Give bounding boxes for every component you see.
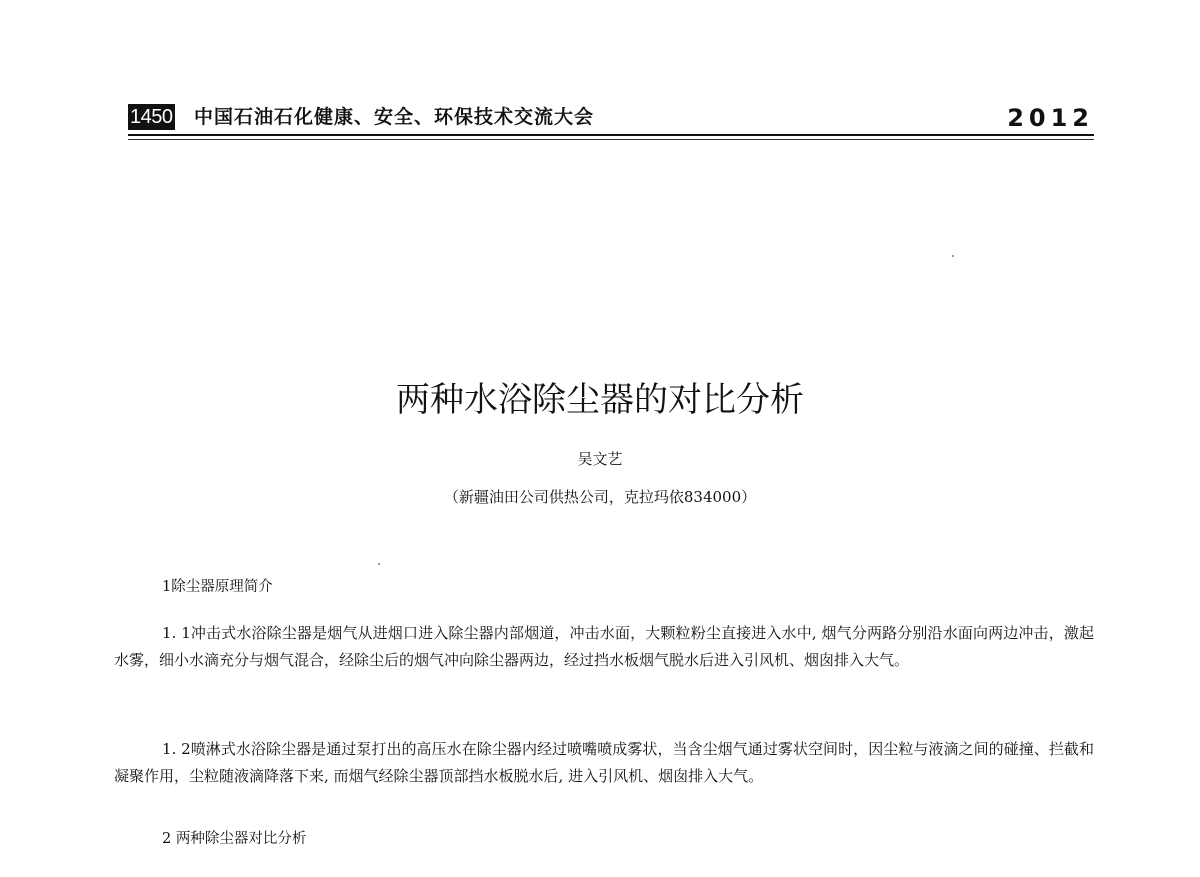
scan-speck: [952, 255, 954, 257]
year-label: 2012: [1007, 104, 1094, 132]
running-header: [128, 104, 1094, 138]
paragraph-1-2: 1. 2喷淋式水浴除尘器是通过泵打出的高压水在除尘器内经过喷嘴喷成雾状，当含尘烟气通过雾状空间时，因尘粒与液滴之间的碰撞、拦截和凝聚作用，尘粒随液滴降落下来, 而烟气经除尘器顶部挡水板脱水后, 进入引风机、烟囱排入大气。: [114, 740, 1094, 785]
author-affiliation: （新疆油田公司供热公司，克拉玛依834000）: [443, 488, 757, 506]
conference-title: 中国石油石化健康、安全、环保技术交流大会: [194, 106, 595, 128]
author-name: 吴文艺: [577, 450, 623, 468]
section-heading-1: 1除尘器原理简介: [162, 579, 273, 595]
article-title: 两种水浴除尘器的对比分析: [396, 380, 804, 420]
page-number: 1450: [130, 106, 173, 128]
section-heading-2: 2 两种除尘器对比分析: [162, 831, 307, 847]
header-rule-thin: [128, 139, 1094, 140]
paragraph-1-1: 1. 1冲击式水浴除尘器是烟气从进烟口进入除尘器内部烟道，冲击水面，大颗粒粉尘直接进入水中, 烟气分两路分别沿水面向两边冲击，激起水雾，细小水滴充分与烟气混合，经除尘后的烟气冲向除尘器两边，经过挡水板烟气脱水后进入引风机、烟囱排入大气。: [114, 624, 1094, 669]
header-rule-thick: [128, 134, 1094, 136]
scan-speck: [378, 563, 380, 565]
